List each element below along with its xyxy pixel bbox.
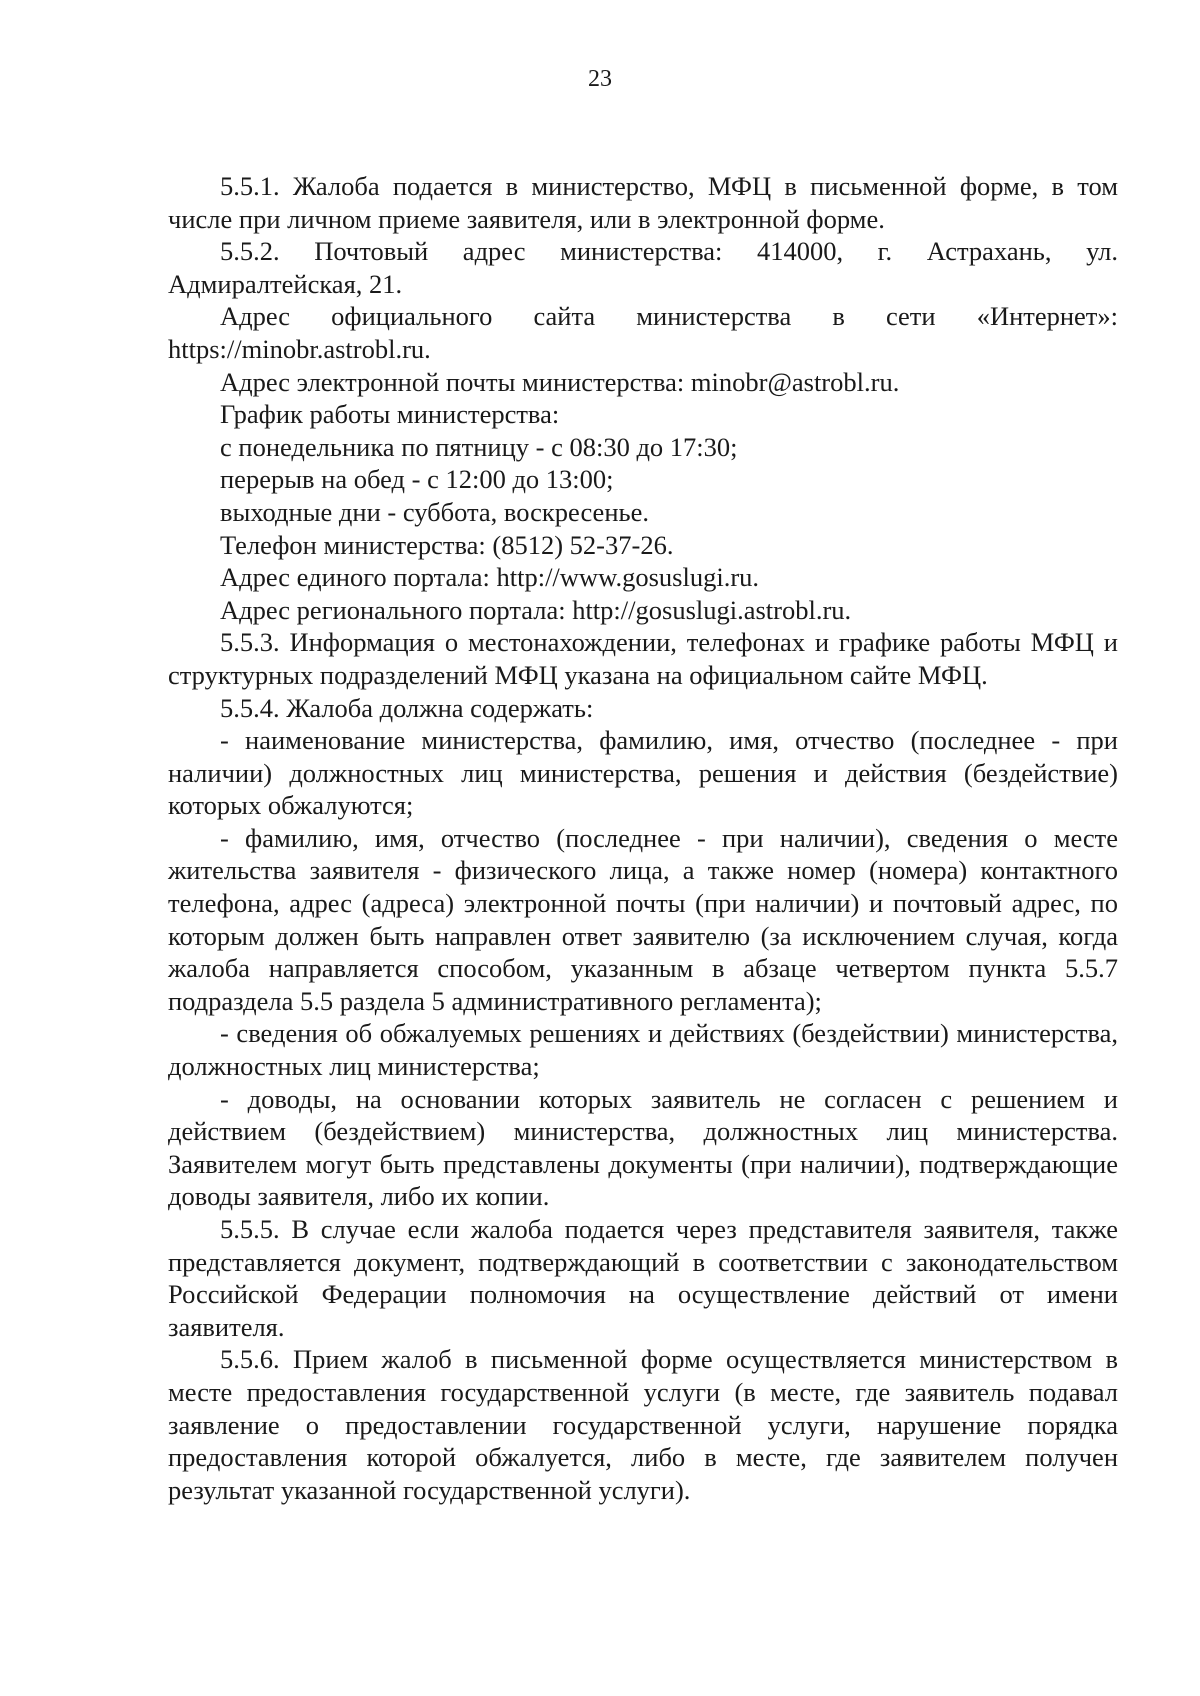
paragraph-work-schedule-heading: График работы министерства: bbox=[220, 399, 560, 430]
paragraph-5-5-6: 5.5.6. Прием жалоб в письменной форме осуществляется министерством в месте предоставления государственной услуги (в месте, где заявитель подавал заявление о предоставлении государственной услуги, нарушение порядка предоставления которой обжалуется, либо в месте, где заявителем получен результат указанной государственной услуги). bbox=[168, 1344, 1118, 1505]
paragraph-5-5-1: 5.5.1. Жалоба подается в министерство, МФЦ в письменной форме, в том числе при личном приеме заявителя, или в электронной форме. bbox=[168, 171, 1118, 234]
list-item-arguments: - доводы, на основании которых заявитель не согласен с решением и действием (бездействием) министерства, должностных лиц министерства. Заявителем могут быть представлены документы (при наличии), подтверждающие доводы заявителя, либо их копии. bbox=[168, 1083, 1118, 1212]
list-item-ministry-officials: - наименование министерства, фамилию, имя, отчество (последнее - при наличии) должностных лиц министерства, решения и действия (бездействие) которых обжалуются; bbox=[168, 725, 1118, 821]
paragraph-unified-portal: Адрес единого портала: http://www.gosuslugi.ru. bbox=[220, 562, 760, 593]
paragraph-regional-portal: Адрес регионального портала: http://gosuslugi.astrobl.ru. bbox=[220, 594, 852, 625]
list-item-appealed-decisions: - сведения об обжалуемых решениях и действиях (бездействии) министерства, должностных лиц министерства; bbox=[168, 1018, 1118, 1082]
paragraph-lunch-break: перерыв на обед - с 12:00 до 13:00; bbox=[220, 464, 614, 495]
paragraph-weekday-hours: с понедельника по пятницу - с 08:30 до 17:30; bbox=[220, 431, 738, 462]
paragraph-5-5-4: 5.5.4. Жалоба должна содержать: bbox=[220, 692, 594, 723]
list-item-applicant-details: - фамилию, имя, отчество (последнее - при наличии), сведения о месте жительства заявителя - физического лица, а также номер (номера) контактного телефона, адрес (адреса) электронной почты (при наличии) и почтовый адрес, по которым должен быть направлен ответ заявителю (за исключением случая, когда жалоба направляется способом, указанным в абзаце четвертом пункта 5.5.7 подраздела 5.5 раздела 5 административного регламента); bbox=[168, 822, 1118, 1016]
document-body bbox=[168, 170, 1118, 1506]
paragraph-days-off: выходные дни - суббота, воскресенье. bbox=[220, 496, 649, 527]
page-number: 23 bbox=[588, 66, 612, 92]
paragraph-5-5-5: 5.5.5. В случае если жалоба подается через представителя заявителя, также представляется документ, подтверждающий в соответствии с законодательством Российской Федерации полномочия на осуществление действий от имени заявителя. bbox=[168, 1214, 1118, 1342]
paragraph-phone: Телефон министерства: (8512) 52-37-26. bbox=[220, 529, 674, 560]
paragraph-website-address: Адрес официального сайта министерства в сети «Интернет»: https://minobr.astrobl.ru. bbox=[168, 301, 1118, 364]
paragraph-5-5-2-postal-address: 5.5.2. Почтовый адрес министерства: 414000, г. Астрахань, ул. Адмиралтейская, 21. bbox=[168, 236, 1118, 299]
paragraph-email-address: Адрес электронной почты министерства: minobr@astrobl.ru. bbox=[220, 366, 900, 397]
paragraph-5-5-3: 5.5.3. Информация о местонахождении, телефонах и графике работы МФЦ и структурных подразделений МФЦ указана на официальном сайте МФЦ. bbox=[168, 627, 1118, 690]
